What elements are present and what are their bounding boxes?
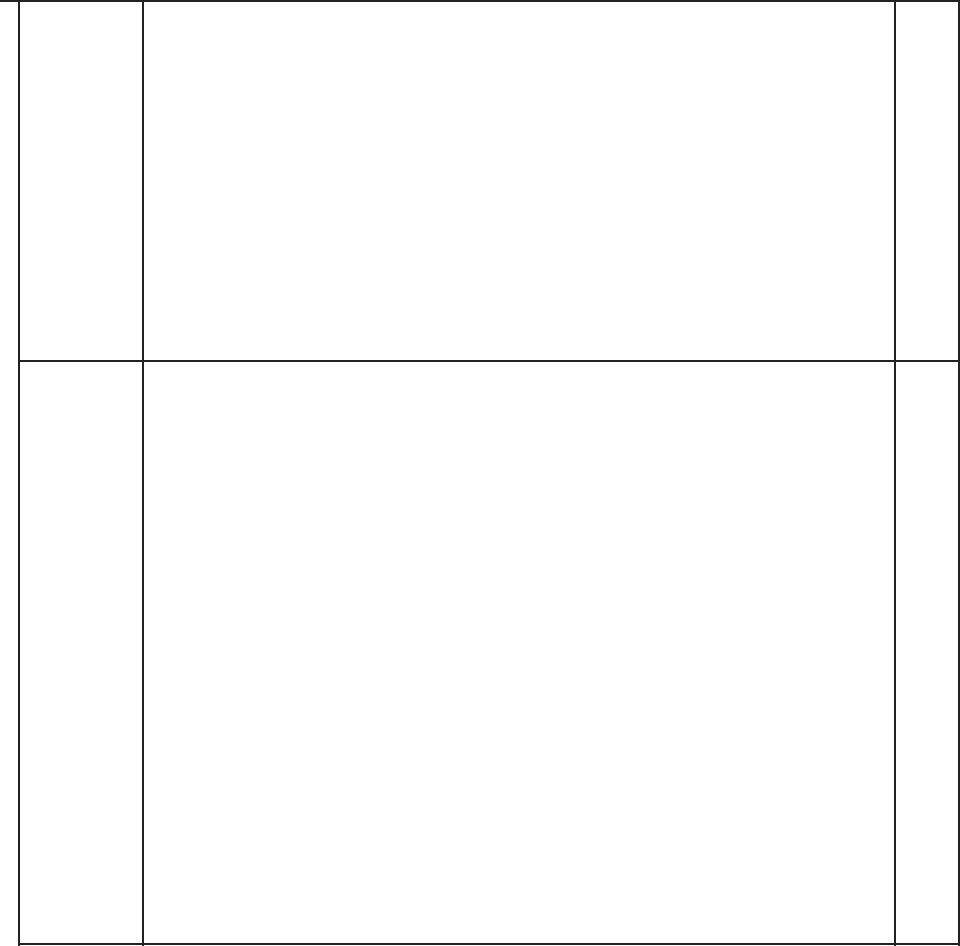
row-border-top	[0, 0, 960, 2]
column-border-left	[18, 0, 20, 946]
column-border-qty	[894, 0, 896, 946]
row-border-middle	[18, 360, 960, 362]
row-border-bottom	[18, 943, 960, 945]
column-border-name	[142, 0, 144, 946]
